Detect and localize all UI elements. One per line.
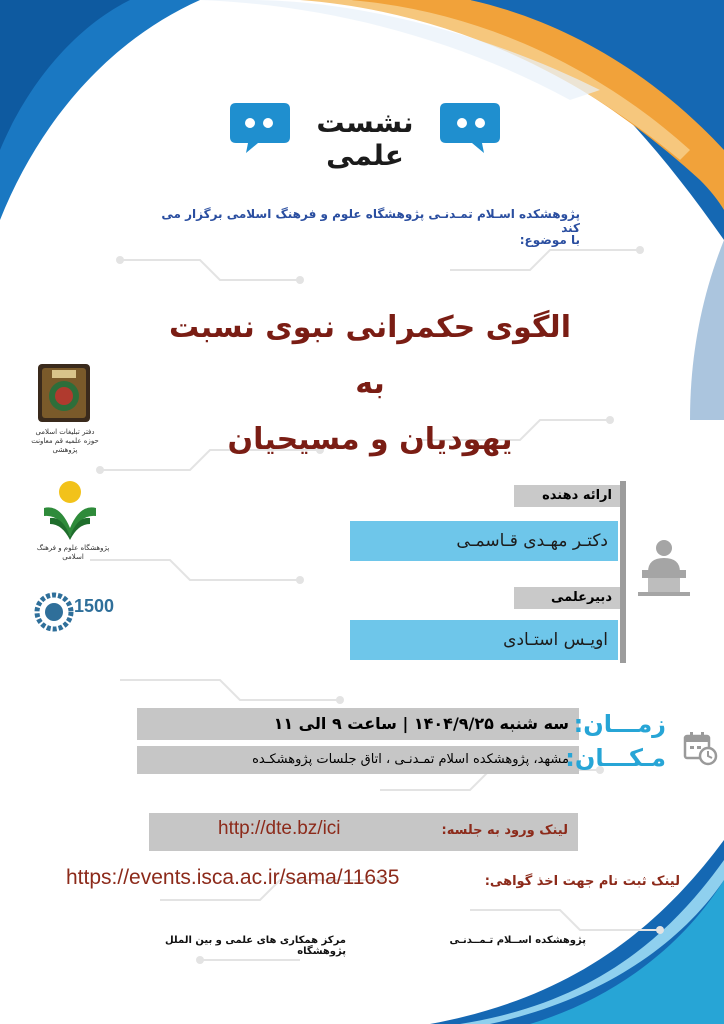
presenter-name: دکتـر مهـدی قـاسمـی — [350, 521, 618, 561]
topic-label: با موضوع: — [519, 233, 580, 247]
page-title: نشست علمی — [316, 106, 414, 172]
logo2-caption: پژوهشگاه علوم و فرهنگ اسلامی — [36, 544, 110, 561]
registration-label: لینک ثبت نام جهت اخذ گواهی: — [484, 874, 680, 889]
logo1-caption: دفتر تبلیغات اسلامی حوزه علمیه قم معاونت پژوهشی — [31, 428, 99, 454]
topic-title-line1: الگوی حکمرانی نبوی نسبت به — [169, 310, 571, 401]
session-link-label: لینک ورود به جلسه: — [441, 823, 568, 838]
logo-1500 — [34, 586, 120, 642]
logo-daftar-tablighat — [30, 362, 100, 462]
place-value: مشهد، پژوهشکده اسلام تمـدنـی ، اتاق جلسات پژوهشکـده — [137, 746, 579, 774]
logo3-number: 1500 — [74, 596, 115, 616]
footer-international-center: مرکز همکاری های علمی و بین الملل پژوهشگاه — [164, 935, 346, 957]
secretary-name: اویـس استـادی — [350, 620, 618, 660]
topic-title — [150, 300, 590, 468]
session-link-url[interactable]: http://dte.bz/ici — [218, 818, 341, 839]
vertical-separator — [620, 481, 626, 663]
topic-title-line2: یهودیان و مسیحیان — [227, 422, 513, 457]
organizer-line: پژوهشکده اسـلام تمـدنـی پژوهشگاه علوم و فرهنگ اسلامی برگزار می کند — [161, 207, 580, 235]
footer-institute: پژوهشکده اســلام تـمــدنـی — [449, 935, 586, 946]
pajoheshgah-logo-icon — [30, 478, 116, 540]
daftar-logo-icon — [30, 362, 100, 424]
place-label: مـکـــان: — [565, 744, 666, 772]
calendar-clock-icon — [682, 730, 718, 766]
time-label: زمـــان: — [573, 710, 666, 738]
logo-pajoheshgah — [30, 478, 116, 561]
podium-speaker-icon — [636, 538, 692, 598]
registration-url[interactable]: https://events.isca.ac.ir/sama/11635 — [66, 866, 400, 889]
time-value: سه شنبه ۱۴۰۴/۹/۲۵ | ساعت ۹ الی ۱۱ — [137, 708, 579, 740]
presenter-label: ارائه دهنده — [514, 485, 620, 507]
secretary-label: دبیرعلمی — [514, 587, 620, 609]
